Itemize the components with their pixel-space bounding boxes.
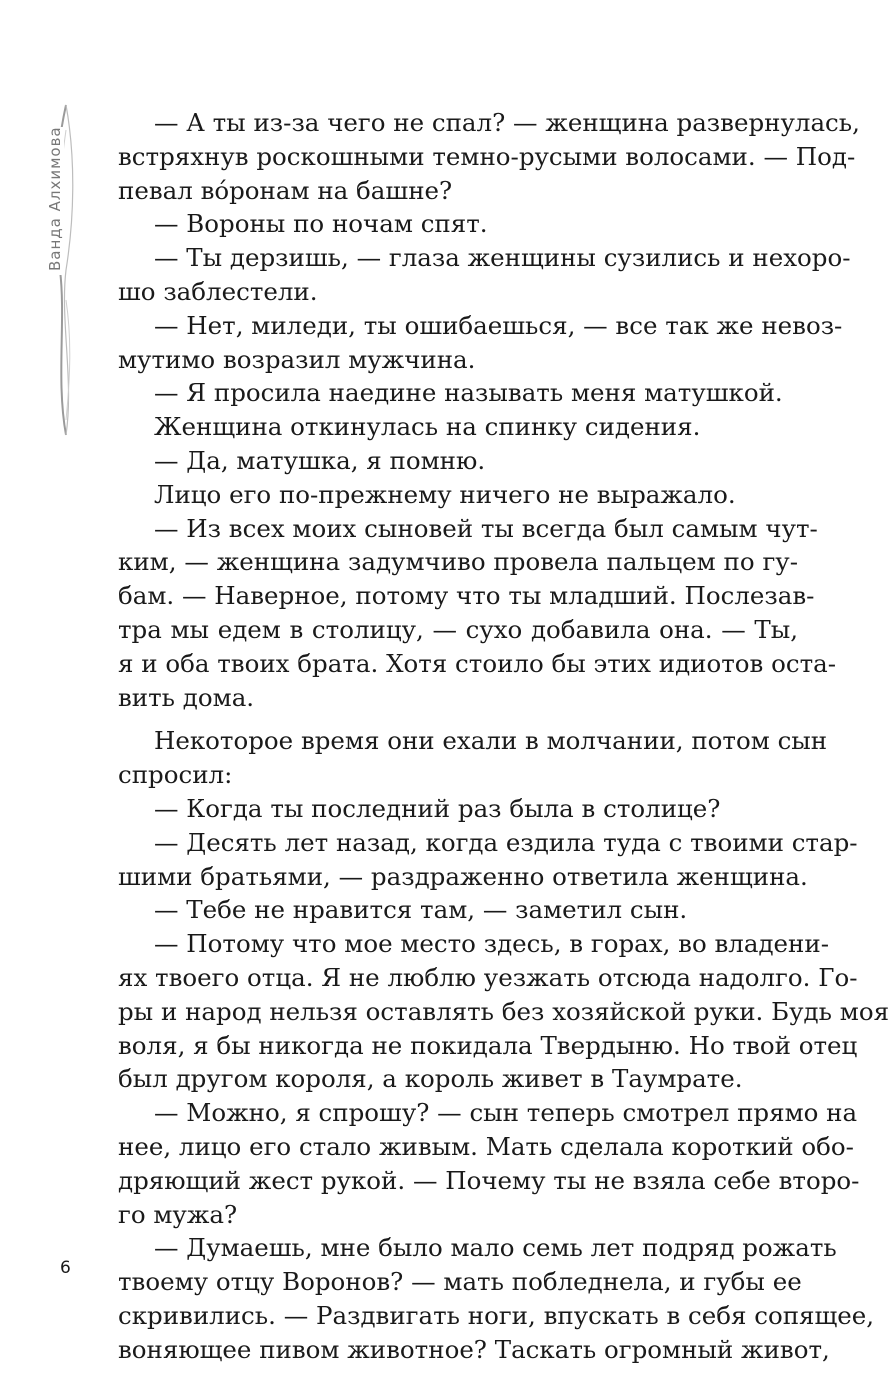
text-line: ях твоего отца. Я не люблю уезжать отсюда надолго. Го- xyxy=(118,962,858,992)
text-line: — Думаешь, мне было мало семь лет подряд рожать xyxy=(154,1233,837,1263)
text-line: — Потому что мое место здесь, в горах, во владени- xyxy=(154,929,829,959)
text-line: скривились. — Раздвигать ноги, впускать в себя сопящее, xyxy=(118,1300,875,1330)
text-line: Женщина откинулась на спинку сидения. xyxy=(154,412,701,442)
text-line: — Я просила наедине называть меня матушкой. xyxy=(154,378,783,408)
page-number: 6 xyxy=(60,1258,71,1278)
text-line: нее, лицо его стало живым. Мать сделала короткий обо- xyxy=(118,1131,854,1161)
text-line: встряхнув роскошными темно-русыми волосами. — Под- xyxy=(118,141,856,171)
text-line: был другом короля, а король живет в Таумрате. xyxy=(118,1064,743,1094)
running-head-author: Ванда Алхимова xyxy=(46,127,64,275)
text-line: мутимо возразил мужчина. xyxy=(118,344,476,374)
text-line: — Из всех моих сыновей ты всегда был самым чут- xyxy=(154,513,818,543)
text-line: твоему отцу Воронов? — мать побледнела, и губы ее xyxy=(118,1267,802,1297)
text-line: — Нет, миледи, ты ошибаешься, — все так же невоз- xyxy=(154,310,843,340)
text-line: я и оба твоих брата. Хотя стоило бы этих идиотов оста- xyxy=(118,648,837,678)
text-line: го мужа? xyxy=(118,1199,238,1229)
text-line: дряющий жест рукой. — Почему ты не взяла себе второ- xyxy=(118,1165,860,1195)
text-line: — Да, матушка, я помню. xyxy=(154,445,486,475)
text-line: спросил: xyxy=(118,760,233,790)
text-line: вить дома. xyxy=(118,682,255,712)
text-line: Некоторое время они ехали в молчании, потом сын xyxy=(154,726,828,756)
text-line: — А ты из-за чего не спал? — женщина развернулась, xyxy=(154,108,860,137)
text-line: ким, — женщина задумчиво провела пальцем по гу- xyxy=(118,547,798,577)
text-line: шо заблестели. xyxy=(118,276,318,306)
text-line: воняющее пивом животное? Таскать огромный живот, xyxy=(118,1334,830,1364)
text-line: шими братьями, — раздраженно ответила женщина. xyxy=(118,861,808,891)
text-line: — Тебе не нравится там, — заметил сын. xyxy=(154,895,688,925)
text-line: воля, я бы никогда не покидала Твердыню. Но твой отец xyxy=(118,1030,858,1060)
text-line: — Ты дерзишь, — глаза женщины сузились и нехоро- xyxy=(154,243,851,273)
text-line: тра мы едем в столицу, — сухо добавила она. — Ты, xyxy=(118,614,798,644)
text-line: — Вороны по ночам спят. xyxy=(154,209,488,239)
text-line: — Можно, я спрошу? — сын теперь смотрел прямо на xyxy=(154,1098,858,1128)
feather-ornament-icon xyxy=(36,100,96,440)
text-line: — Когда ты последний раз была в столице? xyxy=(154,793,721,823)
text-line: Лицо его по-прежнему ничего не выражало. xyxy=(154,479,736,509)
book-text xyxy=(118,106,890,1366)
text-line: — Десять лет назад, когда ездила туда с твоими стар- xyxy=(154,827,858,857)
text-line: ры и народ нельзя оставлять без хозяйской руки. Будь моя xyxy=(118,996,890,1026)
running-head-ornament xyxy=(36,100,96,440)
text-line: певал во́ронам на башне? xyxy=(118,175,453,205)
text-line: бам. — Наверное, потому что ты младший. Послезав- xyxy=(118,581,815,611)
